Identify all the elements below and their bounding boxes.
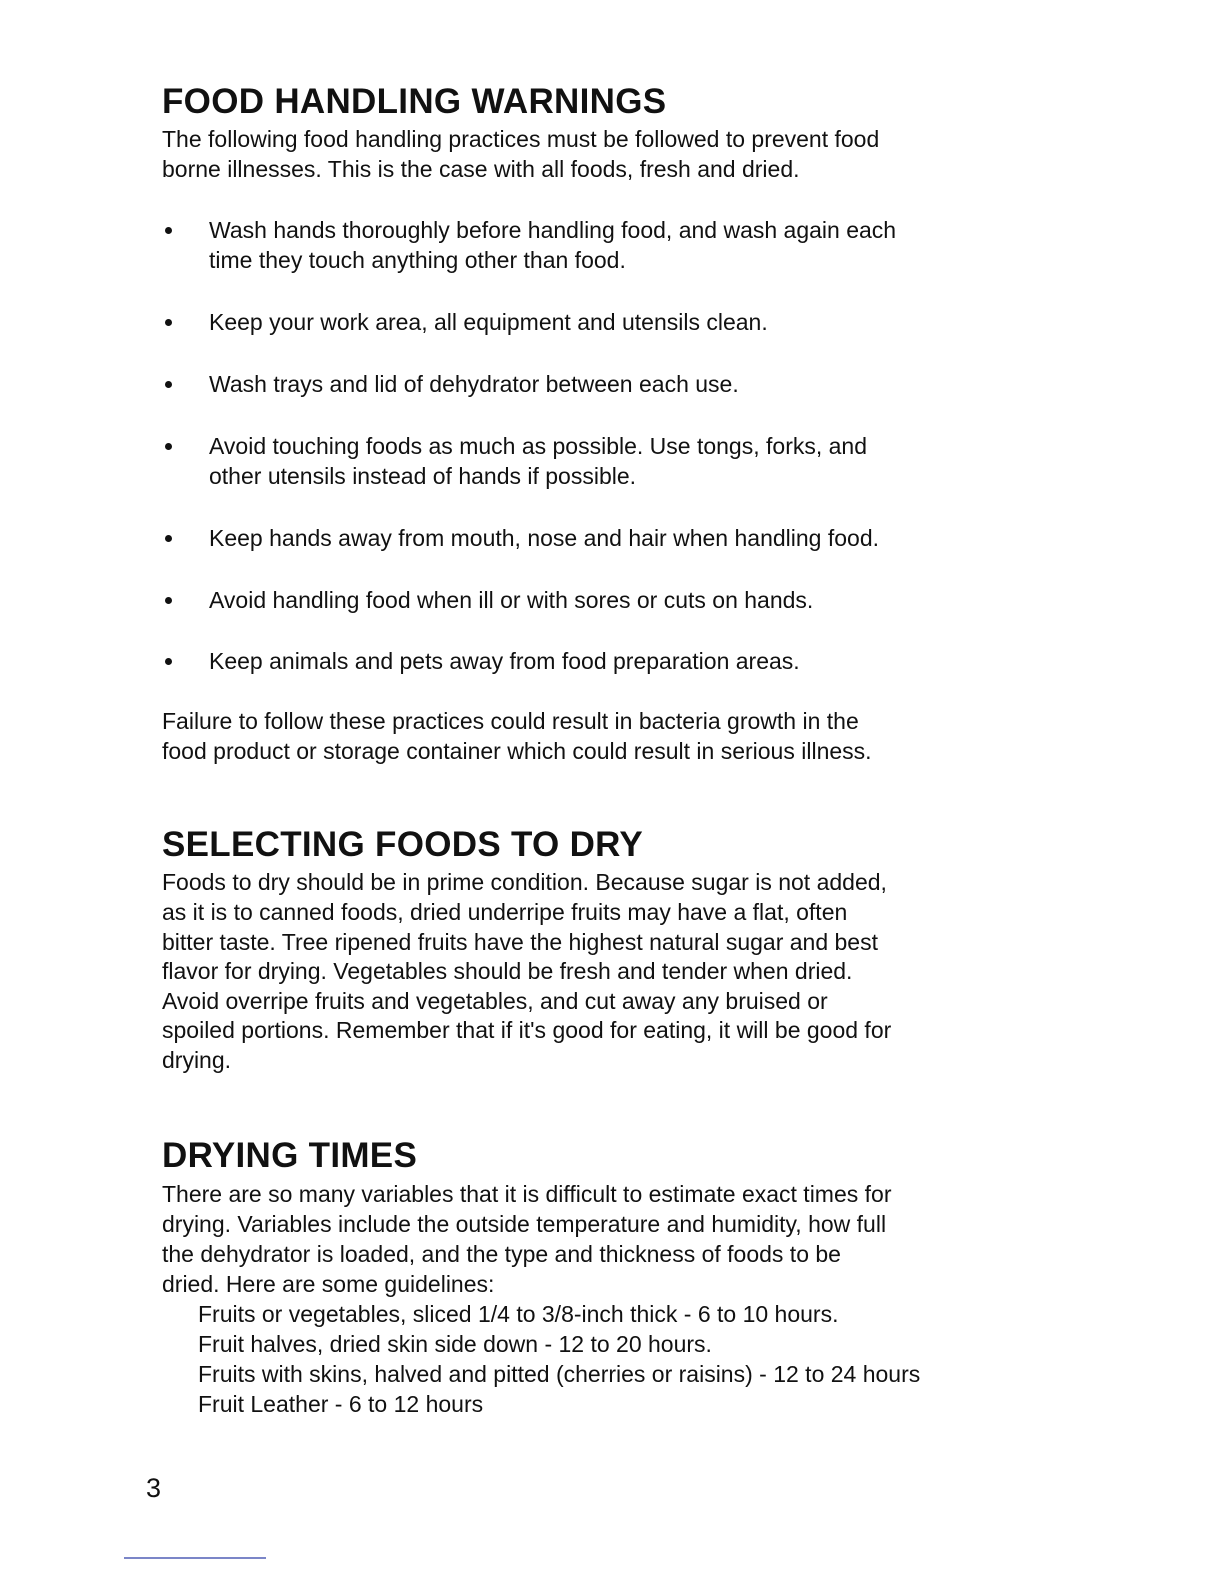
food-handling-heading: FOOD HANDLING WARNINGS [162, 82, 667, 121]
bullet-icon [165, 535, 172, 542]
drying-times-heading: DRYING TIMES [162, 1136, 418, 1175]
guideline-item: Fruit halves, dried skin side down - 12 to 20 hours. [198, 1331, 712, 1357]
food-handling-intro-line-2: borne illnesses. This is the case with all foods, fresh and dried. [162, 156, 800, 182]
bullet-icon [165, 381, 172, 388]
bullet-text: Keep animals and pets away from food preparation areas. [209, 648, 800, 674]
selecting-body-line-3: bitter taste. Tree ripened fruits have the highest natural sugar and best [162, 929, 878, 955]
bullet-text: other utensils instead of hands if possible. [209, 463, 637, 489]
page-number: 3 [146, 1473, 162, 1503]
selecting-body-line-1: Foods to dry should be in prime condition. Because sugar is not added, [162, 869, 887, 895]
drying-body-line-4: dried. Here are some guidelines: [162, 1271, 495, 1297]
bullet-icon [165, 227, 172, 234]
selecting-body-line-4: flavor for drying. Vegetables should be fresh and tender when dried. [162, 958, 853, 984]
bullet-text: Keep hands away from mouth, nose and hair when handling food. [209, 525, 879, 551]
food-handling-intro-line-1: The following food handling practices must be followed to prevent food [162, 126, 880, 152]
bullet-icon [165, 319, 172, 326]
drying-body-line-1: There are so many variables that it is difficult to estimate exact times for [162, 1181, 892, 1207]
selecting-body-line-7: drying. [162, 1047, 232, 1073]
guideline-item: Fruit Leather - 6 to 12 hours [198, 1391, 484, 1417]
food-handling-closing-line-1: Failure to follow these practices could result in bacteria growth in the [162, 708, 859, 734]
selecting-body-line-2: as it is to canned foods, dried underripe fruits may have a flat, often [162, 899, 848, 925]
selecting-body-line-6: spoiled portions. Remember that if it's good for eating, it will be good for [162, 1017, 892, 1043]
bullet-text: Wash hands thoroughly before handling food, and wash again each [209, 217, 897, 243]
bullet-icon [165, 658, 172, 665]
selecting-foods-heading: SELECTING FOODS TO DRY [162, 825, 644, 864]
bullet-text: Wash trays and lid of dehydrator between each use. [209, 371, 739, 397]
guideline-item: Fruits with skins, halved and pitted (cherries or raisins) - 12 to 24 hours [198, 1361, 921, 1387]
drying-body-line-3: the dehydrator is loaded, and the type and thickness of foods to be [162, 1241, 841, 1267]
bullet-text: Keep your work area, all equipment and utensils clean. [209, 309, 768, 335]
food-handling-closing-line-2: food product or storage container which could result in serious illness. [162, 738, 872, 764]
drying-body-line-2: drying. Variables include the outside temperature and humidity, how full [162, 1211, 887, 1237]
bullet-text: Avoid touching foods as much as possible. Use tongs, forks, and [209, 433, 868, 459]
footer-divider [124, 1557, 266, 1559]
bullet-text: Avoid handling food when ill or with sores or cuts on hands. [209, 587, 814, 613]
bullet-icon [165, 443, 172, 450]
guideline-item: Fruits or vegetables, sliced 1/4 to 3/8-inch thick - 6 to 10 hours. [198, 1301, 839, 1327]
bullet-text: time they touch anything other than food. [209, 247, 626, 273]
selecting-body-line-5: Avoid overripe fruits and vegetables, and cut away any bruised or [162, 988, 828, 1014]
bullet-icon [165, 597, 172, 604]
